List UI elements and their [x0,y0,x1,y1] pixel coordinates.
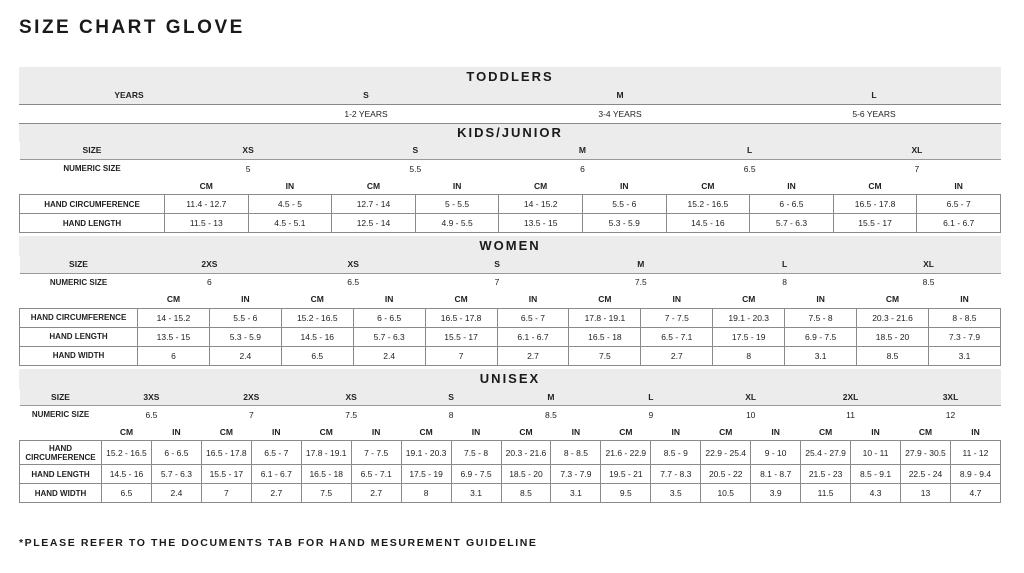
numeric-size-label: NUMERIC SIZE [20,160,165,178]
kids-numeric-cell: 6 [499,160,666,178]
value-cell: 13 [901,484,951,503]
value-cell: 6.5 - 7 [497,308,569,327]
unisex-numeric-cell: 11 [801,406,901,424]
value-cell: 15.2 - 16.5 [281,308,353,327]
kids-numeric-cell: 7 [833,160,1000,178]
value-cell: 9.5 [601,484,651,503]
value-cell: 3.9 [751,484,801,503]
value-cell: 8 - 8.5 [551,441,601,465]
kids-size-cell: XS [165,142,332,160]
unit-cm: CM [102,424,152,441]
unit-in: IN [415,178,499,195]
unisex-size-cell: XS [301,389,401,406]
unisex-numeric-cell: 7.5 [301,406,401,424]
value-cell: 16.5 - 18 [569,327,641,346]
value-cell: 8 [401,484,451,503]
kids-circ-row [20,195,1001,214]
value-cell: 4.7 [950,484,1000,503]
size-chart [19,67,1001,503]
toddler-size-cell: L [747,86,1001,104]
row-label [20,441,102,465]
value-cell: 2.7 [641,346,713,365]
row-label: HAND WIDTH [20,346,138,365]
value-cell: 6 - 6.5 [353,308,425,327]
women-circ-row [20,308,1001,327]
unit-in: IN [251,424,301,441]
women-unit-row [20,291,1001,308]
value-cell: 2.4 [209,346,281,365]
numeric-size-label: NUMERIC SIZE [20,273,138,291]
value-cell: 6.1 - 6.7 [497,327,569,346]
toddler-size-cell: S [239,86,493,104]
value-cell: 20.5 - 22 [701,465,751,484]
value-cell: 7.5 - 8 [451,441,501,465]
value-cell: 13.5 - 15 [138,327,210,346]
size-label: SIZE [20,142,165,160]
unit-cm: CM [165,178,249,195]
value-cell: 15.5 - 17 [425,327,497,346]
value-cell: 6.9 - 7.5 [785,327,857,346]
row-label: HAND LENGTH [20,327,138,346]
unisex-numeric-cell: 6.5 [102,406,202,424]
toddler-age-cell: 3-4 YEARS [493,104,747,123]
value-cell: 6 [138,346,210,365]
value-cell: 8 - 8.5 [928,308,1000,327]
row-label-line: HAND [48,443,73,453]
women-size-row [20,256,1001,273]
size-label: SIZE [20,389,102,406]
unisex-size-cell: 2XS [201,389,301,406]
empty-cell [20,178,165,195]
unisex-size-cell: L [601,389,701,406]
unit-in: IN [151,424,201,441]
unisex-size-cell: 3XL [901,389,1001,406]
unit-in: IN [209,291,281,308]
unit-cm: CM [601,424,651,441]
value-cell: 6.5 - 7 [917,195,1001,214]
row-label: HAND CIRCUMFERENCE [20,308,138,327]
value-cell: 15.2 - 16.5 [102,441,152,465]
women-numeric-row [20,273,1001,291]
value-cell: 15.5 - 17 [833,214,917,233]
toddler-age-cell: 1-2 YEARS [239,104,493,123]
value-cell: 17.5 - 19 [713,327,785,346]
women-numeric-cell: 6 [138,273,282,291]
unit-in: IN [750,178,834,195]
unit-cm: CM [569,291,641,308]
unisex-size-cell: S [401,389,501,406]
value-cell: 10.5 [701,484,751,503]
value-cell: 3.1 [451,484,501,503]
value-cell: 6.5 - 7.1 [641,327,713,346]
unisex-size-row [20,389,1001,406]
kids-unit-row [20,178,1001,195]
value-cell: 6.1 - 6.7 [917,214,1001,233]
value-cell: 14.5 - 16 [281,327,353,346]
kids-numeric-cell: 6.5 [666,160,833,178]
unisex-size-cell: XL [701,389,801,406]
value-cell: 8.9 - 9.4 [950,465,1000,484]
value-cell: 6 - 6.5 [750,195,834,214]
kids-size-cell: XL [833,142,1000,160]
value-cell: 7.3 - 7.9 [551,465,601,484]
value-cell: 21.5 - 23 [801,465,851,484]
row-label: HAND LENGTH [20,465,102,484]
kids-heading: KIDS/JUNIOR [19,124,1001,142]
value-cell: 8.5 [857,346,929,365]
value-cell: 17.8 - 19.1 [301,441,351,465]
kids-size-cell: L [666,142,833,160]
value-cell: 4.5 - 5.1 [248,214,332,233]
value-cell: 16.5 - 17.8 [425,308,497,327]
value-cell: 22.9 - 25.4 [701,441,751,465]
kids-size-cell: S [332,142,499,160]
size-label: SIZE [20,256,138,273]
value-cell: 5.3 - 5.9 [209,327,281,346]
value-cell: 11 - 12 [950,441,1000,465]
unit-in: IN [582,178,666,195]
value-cell: 6.9 - 7.5 [451,465,501,484]
value-cell: 14 - 15.2 [499,195,583,214]
kids-size-cell: M [499,142,666,160]
unit-cm: CM [713,291,785,308]
unisex-numeric-cell: 10 [701,406,801,424]
value-cell: 7 [425,346,497,365]
unisex-numeric-row [20,406,1001,424]
unit-cm: CM [201,424,251,441]
unit-cm: CM [301,424,351,441]
unisex-width-row [20,484,1001,503]
unit-in: IN [551,424,601,441]
unit-in: IN [751,424,801,441]
value-cell: 8.1 - 8.7 [751,465,801,484]
value-cell: 15.2 - 16.5 [666,195,750,214]
value-cell: 6.5 - 7 [251,441,301,465]
unisex-numeric-cell: 8.5 [501,406,601,424]
kids-length-row [20,214,1001,233]
value-cell: 6.1 - 6.7 [251,465,301,484]
value-cell: 18.5 - 20 [857,327,929,346]
value-cell: 10 - 11 [851,441,901,465]
value-cell: 3.1 [928,346,1000,365]
value-cell: 3.1 [785,346,857,365]
women-numeric-cell: 6.5 [281,273,425,291]
value-cell: 8.5 - 9.1 [851,465,901,484]
unit-in: IN [851,424,901,441]
value-cell: 4.3 [851,484,901,503]
unit-cm: CM [332,178,416,195]
value-cell: 6.5 [281,346,353,365]
value-cell: 5.7 - 6.3 [353,327,425,346]
value-cell: 27.9 - 30.5 [901,441,951,465]
unisex-length-row [20,465,1001,484]
value-cell: 3.5 [651,484,701,503]
unit-cm: CM [901,424,951,441]
unit-in: IN [785,291,857,308]
value-cell: 8 [713,346,785,365]
value-cell: 7.5 [301,484,351,503]
value-cell: 2.7 [351,484,401,503]
page-title: SIZE CHART GLOVE [19,17,245,38]
row-label-line: CIRCUMFERENCE [25,452,96,462]
kids-numeric-row [20,160,1001,178]
value-cell: 5 - 5.5 [415,195,499,214]
value-cell: 19.5 - 21 [601,465,651,484]
value-cell: 20.3 - 21.6 [501,441,551,465]
unit-cm: CM [425,291,497,308]
value-cell: 17.8 - 19.1 [569,308,641,327]
unit-cm: CM [857,291,929,308]
years-label: YEARS [19,86,239,104]
unit-cm: CM [501,424,551,441]
women-size-cell: M [569,256,713,273]
unisex-numeric-cell: 9 [601,406,701,424]
toddler-age-cell: 5-6 YEARS [747,104,1001,123]
row-label: HAND WIDTH [20,484,102,503]
unisex-numeric-cell: 12 [901,406,1001,424]
value-cell: 11.4 - 12.7 [165,195,249,214]
unit-in: IN [351,424,401,441]
value-cell: 7.7 - 8.3 [651,465,701,484]
women-length-row [20,327,1001,346]
unit-cm: CM [801,424,851,441]
unisex-numeric-cell: 8 [401,406,501,424]
footnote: *PLEASE REFER TO THE DOCUMENTS TAB FOR HAND MESUREMENT GUIDELINE [19,537,538,549]
unit-in: IN [651,424,701,441]
value-cell: 21.6 - 22.9 [601,441,651,465]
unisex-numeric-cell: 7 [201,406,301,424]
value-cell: 7 - 7.5 [351,441,401,465]
women-numeric-cell: 8.5 [857,273,1001,291]
value-cell: 16.5 - 17.8 [833,195,917,214]
unisex-circ-row [20,441,1001,465]
unit-in: IN [950,424,1000,441]
row-label: HAND CIRCUMFERENCE [20,195,165,214]
value-cell: 13.5 - 15 [499,214,583,233]
value-cell: 22.5 - 24 [901,465,951,484]
women-size-cell: XS [281,256,425,273]
women-size-cell: 2XS [138,256,282,273]
kids-numeric-cell: 5 [165,160,332,178]
value-cell: 3.1 [551,484,601,503]
value-cell: 7.5 [569,346,641,365]
row-label: HAND LENGTH [20,214,165,233]
value-cell: 19.1 - 20.3 [401,441,451,465]
unit-in: IN [353,291,425,308]
women-width-row [20,346,1001,365]
women-size-cell: L [713,256,857,273]
value-cell: 5.5 - 6 [209,308,281,327]
value-cell: 11.5 [801,484,851,503]
women-numeric-cell: 8 [713,273,857,291]
unit-in: IN [917,178,1001,195]
value-cell: 5.3 - 5.9 [582,214,666,233]
unit-cm: CM [138,291,210,308]
value-cell: 20.3 - 21.6 [857,308,929,327]
kids-numeric-cell: 5.5 [332,160,499,178]
unit-in: IN [497,291,569,308]
numeric-size-label: NUMERIC SIZE [20,406,102,424]
value-cell: 15.5 - 17 [201,465,251,484]
value-cell: 5.5 - 6 [582,195,666,214]
unisex-heading: UNISEX [19,369,1001,389]
value-cell: 2.4 [353,346,425,365]
unisex-size-cell: M [501,389,601,406]
value-cell: 7.5 - 8 [785,308,857,327]
value-cell: 14 - 15.2 [138,308,210,327]
women-heading: WOMEN [19,236,1001,256]
value-cell: 4.5 - 5 [248,195,332,214]
kids-table [19,142,1001,234]
value-cell: 12.5 - 14 [332,214,416,233]
women-size-cell: S [425,256,569,273]
toddlers-heading: TODDLERS [19,67,1001,86]
toddlers-table [19,86,1001,124]
value-cell: 12.7 - 14 [332,195,416,214]
unit-cm: CM [701,424,751,441]
toddlers-age-row [19,104,1001,123]
unit-cm: CM [499,178,583,195]
value-cell: 16.5 - 18 [301,465,351,484]
women-numeric-cell: 7.5 [569,273,713,291]
value-cell: 16.5 - 17.8 [201,441,251,465]
unit-in: IN [928,291,1000,308]
unit-cm: CM [833,178,917,195]
value-cell: 9 - 10 [751,441,801,465]
value-cell: 14.5 - 16 [102,465,152,484]
value-cell: 14.5 - 16 [666,214,750,233]
unisex-unit-row [20,424,1001,441]
empty-cell [20,424,102,441]
value-cell: 2.7 [497,346,569,365]
value-cell: 25.4 - 27.9 [801,441,851,465]
value-cell: 6.5 - 7.1 [351,465,401,484]
unisex-table [19,389,1001,504]
unit-in: IN [451,424,501,441]
kids-size-row [20,142,1001,160]
unit-cm: CM [666,178,750,195]
value-cell: 4.9 - 5.5 [415,214,499,233]
value-cell: 7 [201,484,251,503]
value-cell: 2.7 [251,484,301,503]
value-cell: 8.5 - 9 [651,441,701,465]
value-cell: 5.7 - 6.3 [151,465,201,484]
value-cell: 19.1 - 20.3 [713,308,785,327]
unit-in: IN [641,291,713,308]
value-cell: 18.5 - 20 [501,465,551,484]
women-size-cell: XL [857,256,1001,273]
unit-cm: CM [401,424,451,441]
value-cell: 6.5 [102,484,152,503]
women-table [19,256,1001,366]
value-cell: 6 - 6.5 [151,441,201,465]
value-cell: 11.5 - 13 [165,214,249,233]
value-cell: 7 - 7.5 [641,308,713,327]
women-numeric-cell: 7 [425,273,569,291]
toddlers-size-row [19,86,1001,104]
unit-cm: CM [281,291,353,308]
unisex-size-cell: 3XS [102,389,202,406]
toddler-size-cell: M [493,86,747,104]
value-cell: 17.5 - 19 [401,465,451,484]
unisex-size-cell: 2XL [801,389,901,406]
empty-cell [20,291,138,308]
unit-in: IN [248,178,332,195]
empty-cell [19,104,239,123]
value-cell: 7.3 - 7.9 [928,327,1000,346]
value-cell: 5.7 - 6.3 [750,214,834,233]
value-cell: 2.4 [151,484,201,503]
value-cell: 8.5 [501,484,551,503]
